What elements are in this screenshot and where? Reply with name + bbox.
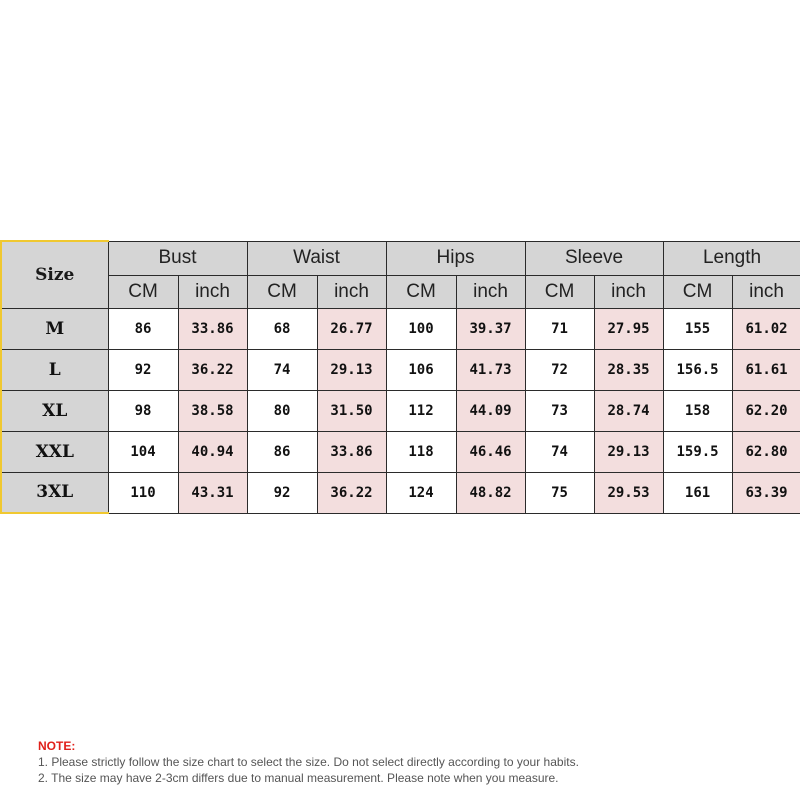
table-cell: 29.13 [317, 349, 386, 390]
table-cell: 100 [386, 308, 456, 349]
table-cell: 46.46 [456, 431, 525, 472]
table-cell: 104 [108, 431, 178, 472]
group-header-sleeve: Sleeve [525, 241, 663, 275]
table-cell: 106 [386, 349, 456, 390]
table-cell: 61.61 [732, 349, 800, 390]
table-cell: 92 [108, 349, 178, 390]
table-cell: 110 [108, 472, 178, 513]
table-cell: 158 [663, 390, 732, 431]
group-header-length: Length [663, 241, 800, 275]
note-line-2: 2. The size may have 2-3cm differs due to manual measurement. Please note when you measure. [38, 771, 559, 785]
notes-section [38, 738, 778, 786]
unit-header-cm: CM [108, 275, 178, 308]
group-header-row [1, 241, 800, 275]
table-cell: 48.82 [456, 472, 525, 513]
table-cell: 28.35 [594, 349, 663, 390]
table-cell: 28.74 [594, 390, 663, 431]
table-cell: 29.13 [594, 431, 663, 472]
size-label: 3XL [1, 472, 108, 513]
table-cell: 74 [525, 431, 594, 472]
note-title: NOTE: [38, 739, 76, 753]
table-cell: 72 [525, 349, 594, 390]
table-cell: 36.22 [178, 349, 247, 390]
unit-header-inch: inch [732, 275, 800, 308]
note-line-1: 1. Please strictly follow the size chart to select the size. Do not select directly according to your habits. [38, 755, 579, 769]
unit-header-cm: CM [386, 275, 456, 308]
size-chart [0, 240, 800, 516]
unit-header-cm: CM [525, 275, 594, 308]
size-label: M [1, 308, 108, 349]
table-cell: 27.95 [594, 308, 663, 349]
unit-header-inch: inch [456, 275, 525, 308]
table-cell: 61.02 [732, 308, 800, 349]
table-row [1, 390, 800, 431]
table-cell: 92 [247, 472, 317, 513]
table-cell: 43.31 [178, 472, 247, 513]
table-cell: 86 [108, 308, 178, 349]
table-row [1, 349, 800, 390]
table-cell: 124 [386, 472, 456, 513]
size-label: XXL [1, 431, 108, 472]
unit-header-inch: inch [594, 275, 663, 308]
table-cell: 86 [247, 431, 317, 472]
table-cell: 112 [386, 390, 456, 431]
table-cell: 71 [525, 308, 594, 349]
size-table [0, 240, 800, 514]
size-column-header: Size [1, 241, 108, 308]
table-cell: 44.09 [456, 390, 525, 431]
table-cell: 63.39 [732, 472, 800, 513]
table-cell: 62.20 [732, 390, 800, 431]
table-cell: 156.5 [663, 349, 732, 390]
group-header-waist: Waist [247, 241, 386, 275]
unit-header-row [1, 275, 800, 308]
table-cell: 62.80 [732, 431, 800, 472]
table-cell: 159.5 [663, 431, 732, 472]
table-cell: 39.37 [456, 308, 525, 349]
size-label: L [1, 349, 108, 390]
table-row [1, 472, 800, 513]
table-cell: 80 [247, 390, 317, 431]
size-label: XL [1, 390, 108, 431]
table-cell: 155 [663, 308, 732, 349]
unit-header-cm: CM [663, 275, 732, 308]
table-cell: 33.86 [317, 431, 386, 472]
table-cell: 31.50 [317, 390, 386, 431]
table-cell: 68 [247, 308, 317, 349]
table-cell: 33.86 [178, 308, 247, 349]
table-cell: 26.77 [317, 308, 386, 349]
table-cell: 74 [247, 349, 317, 390]
unit-header-inch: inch [178, 275, 247, 308]
table-cell: 98 [108, 390, 178, 431]
table-cell: 29.53 [594, 472, 663, 513]
unit-header-cm: CM [247, 275, 317, 308]
table-cell: 73 [525, 390, 594, 431]
unit-header-inch: inch [317, 275, 386, 308]
table-cell: 40.94 [178, 431, 247, 472]
table-cell: 41.73 [456, 349, 525, 390]
table-row [1, 308, 800, 349]
table-cell: 75 [525, 472, 594, 513]
table-cell: 36.22 [317, 472, 386, 513]
group-header-hips: Hips [386, 241, 525, 275]
group-header-bust: Bust [108, 241, 247, 275]
table-row [1, 431, 800, 472]
table-cell: 38.58 [178, 390, 247, 431]
table-cell: 161 [663, 472, 732, 513]
table-cell: 118 [386, 431, 456, 472]
